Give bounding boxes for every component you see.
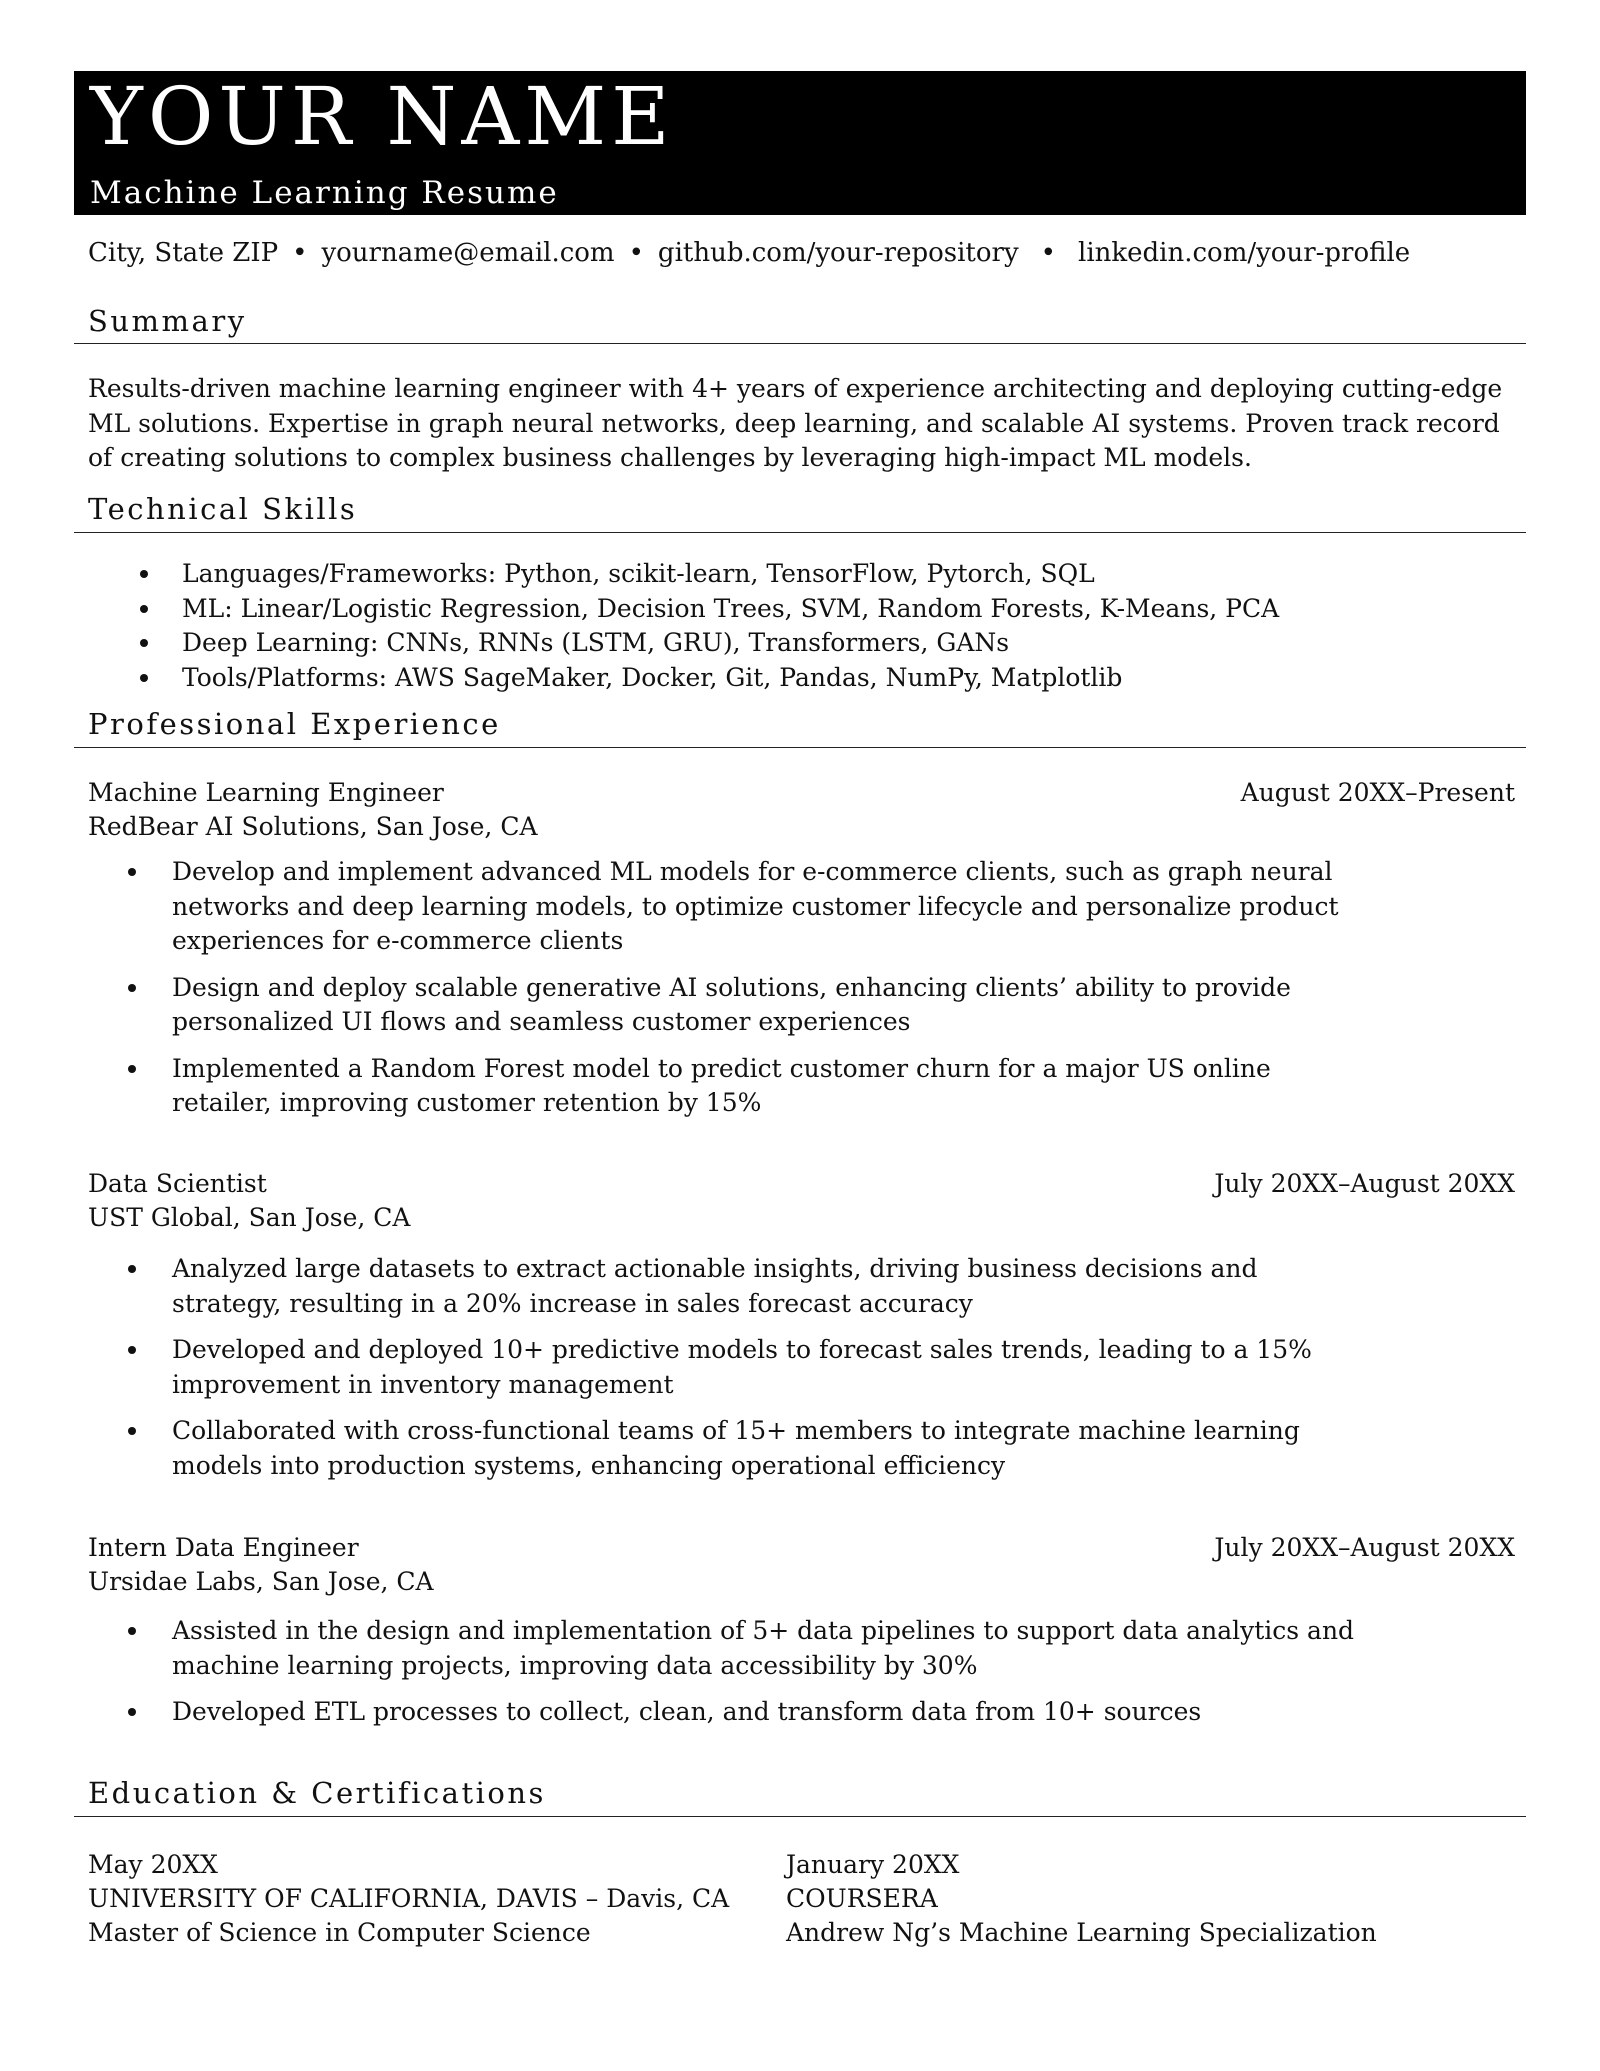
summary-divider [74, 343, 1526, 344]
job-bullet: Developed and deployed 10+ predictive models to forecast sales trends, leading to a 15% improvement in inventory management [172, 1333, 1372, 1402]
contact-separator: • [292, 238, 308, 268]
job-bullet: Develop and implement advanced ML models for e-commerce clients, such as graph neural networks and deep learning models, to optimize customer lifecycle and personalize product experiences for e-commerce clients [172, 855, 1372, 959]
skill-item: Languages/Frameworks: Python, scikit-learn, TensorFlow, Pytorch, SQL [182, 557, 1522, 592]
experience-heading: Professional Experience [88, 707, 501, 741]
education-heading: Education & Certifications [88, 1776, 546, 1810]
job-bullets [172, 1252, 1372, 1495]
resume-subtitle: Machine Learning Resume [90, 175, 559, 211]
skills-list [182, 557, 1522, 695]
job-bullet: Developed ETL processes to collect, clean, and transform data from 10+ sources [172, 1695, 1372, 1730]
contact-location: City, State ZIP [88, 238, 279, 268]
skills-divider [74, 532, 1526, 533]
job-company: Ursidae Labs, San Jose, CA [88, 1567, 434, 1596]
certification-date: January 20XX [786, 1850, 960, 1879]
contact-separator: • [628, 238, 644, 268]
certification-name: Andrew Ng’s Machine Learning Specialization [786, 1918, 1377, 1947]
contact-separator: • [1040, 238, 1056, 268]
job-bullet: Design and deploy scalable generative AI solutions, enhancing clients’ ability to provide personalized UI flows and seamless customer experiences [172, 971, 1372, 1040]
certification-provider: COURSERA [786, 1884, 938, 1913]
skills-heading: Technical Skills [88, 492, 358, 526]
header-band [74, 71, 1526, 215]
summary-heading: Summary [88, 304, 247, 338]
education-institution: UNIVERSITY OF CALIFORNIA, DAVIS – Davis, CA [88, 1884, 730, 1913]
job-dates: July 20XX–August 20XX [1214, 1169, 1515, 1198]
job-bullets [172, 1614, 1372, 1742]
skill-item: Deep Learning: CNNs, RNNs (LSTM, GRU), Transformers, GANs [182, 626, 1522, 661]
contact-github[interactable]: github.com/your-repository [657, 238, 1019, 268]
job-title: Machine Learning Engineer [88, 778, 444, 807]
job-bullet: Implemented a Random Forest model to predict customer churn for a major US online retailer, improving customer retention by 15% [172, 1052, 1372, 1121]
education-credential: Master of Science in Computer Science [88, 1918, 591, 1947]
skill-item: ML: Linear/Logistic Regression, Decision Trees, SVM, Random Forests, K-Means, PCA [182, 592, 1522, 627]
job-dates: July 20XX–August 20XX [1214, 1533, 1515, 1562]
job-title: Data Scientist [88, 1169, 267, 1198]
job-bullet: Analyzed large datasets to extract actionable insights, driving business decisions and strategy, resulting in a 20% increase in sales forecast accuracy [172, 1252, 1372, 1321]
contact-email[interactable]: yourname@email.com [321, 238, 615, 268]
candidate-name: YOUR NAME [90, 70, 675, 163]
job-bullet: Assisted in the design and implementation of 5+ data pipelines to support data analytics and machine learning projects, improving data accessibility by 30% [172, 1614, 1372, 1683]
job-company: UST Global, San Jose, CA [88, 1203, 411, 1232]
education-divider [74, 1816, 1526, 1817]
job-dates: August 20XX–Present [1240, 778, 1515, 807]
job-bullets [172, 855, 1372, 1133]
job-title: Intern Data Engineer [88, 1533, 359, 1562]
education-date: May 20XX [88, 1850, 218, 1879]
job-company: RedBear AI Solutions, San Jose, CA [88, 812, 538, 841]
experience-divider [74, 747, 1526, 748]
contact-line [88, 236, 1410, 270]
summary-text: Results-driven machine learning engineer with 4+ years of experience architecting and deploying cutting-edge ML solutions. Expertise in graph neural networks, deep learning, and scalable AI systems. Proven track record of creating solutions to complex business challenges by leveraging high-impact ML models. [88, 374, 1503, 472]
skill-item: Tools/Platforms: AWS SageMaker, Docker, Git, Pandas, NumPy, Matplotlib [182, 661, 1522, 696]
job-bullet: Collaborated with cross-functional teams of 15+ members to integrate machine learning models into production systems, enhancing operational efficiency [172, 1414, 1372, 1483]
contact-linkedin[interactable]: linkedin.com/your-profile [1078, 238, 1411, 268]
